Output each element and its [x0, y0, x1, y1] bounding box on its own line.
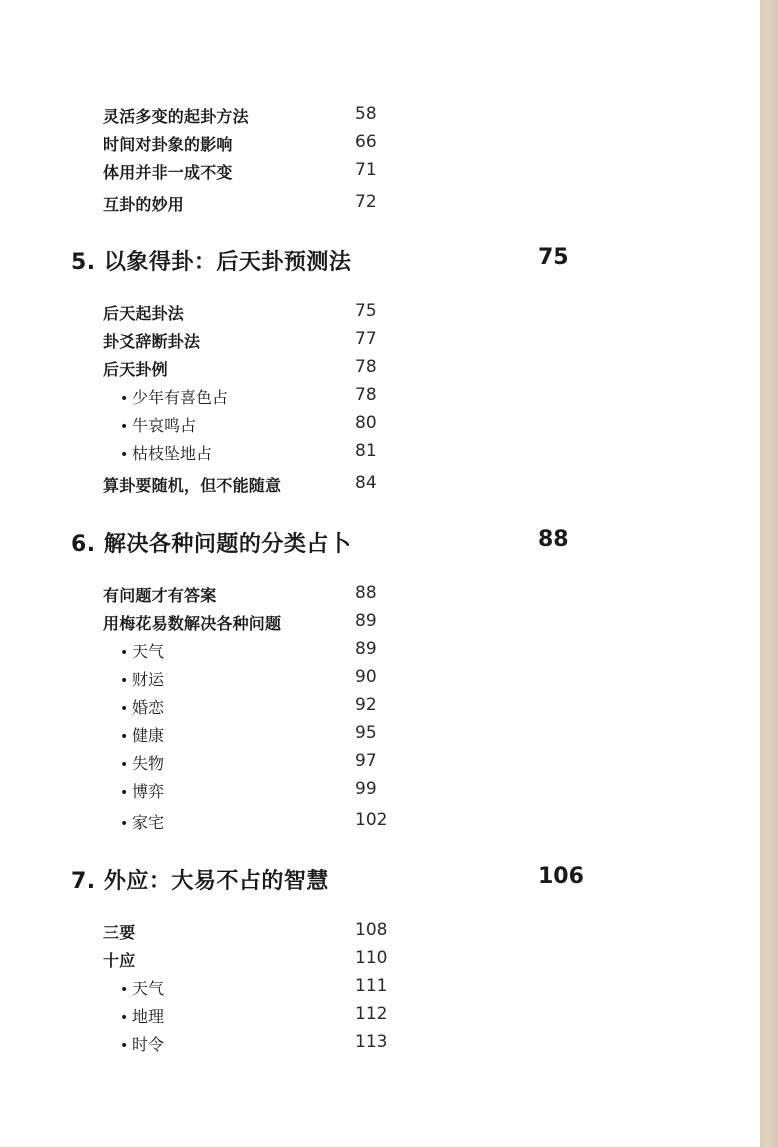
toc-entry-title: 算卦要随机，但不能随意: [103, 476, 282, 495]
toc-entry-title: 十应: [103, 951, 136, 970]
toc-entry-page: 78: [355, 357, 377, 377]
bullet-icon: •: [120, 816, 129, 832]
bullet-icon: •: [120, 419, 129, 435]
toc-entry-page: 71: [355, 160, 377, 180]
bullet-icon: •: [120, 673, 129, 689]
bullet-icon: •: [120, 1010, 129, 1026]
toc-entry-page: 89: [355, 611, 377, 631]
toc-subentry: [120, 751, 164, 774]
toc-subentry: [120, 976, 164, 999]
toc-subentry-title: 婚恋: [132, 698, 165, 717]
bullet-icon: •: [120, 785, 129, 801]
toc-entry-title: 有问题才有答案: [103, 586, 217, 605]
toc-entry-title: 互卦的妙用: [103, 195, 185, 214]
toc-subentry-title: 时令: [132, 1035, 165, 1054]
toc-subentry: [120, 385, 228, 408]
book-page-edge: [760, 0, 778, 1147]
toc-subentry-title: 天气: [132, 642, 165, 661]
toc-entry-title: 用梅花易数解决各种问题: [103, 614, 282, 633]
toc-entry-page: 75: [355, 301, 377, 321]
toc-subentry: [120, 779, 164, 802]
toc-entry-page: 110: [355, 948, 388, 968]
chapter-title: 5. 以象得卦：后天卦预测法: [71, 250, 352, 275]
toc-entry-page: 111: [355, 976, 388, 996]
toc-entry-page: 112: [355, 1004, 388, 1024]
toc-subentry-title: 枯枝坠地占: [132, 444, 213, 463]
toc-entry-title: 卦爻辞断卦法: [103, 332, 201, 351]
toc-entry-page: 102: [355, 810, 388, 830]
chapter-title: 7. 外应：大易不占的智慧: [71, 869, 329, 894]
chapter-page: 75: [538, 245, 569, 270]
toc-entry-page: 92: [355, 695, 377, 715]
bullet-icon: •: [120, 1038, 129, 1054]
toc-subentry: [120, 639, 164, 662]
toc-entry-title: 后天卦例: [103, 360, 168, 379]
toc-entry-page: 113: [355, 1032, 388, 1052]
toc-subentry: [120, 1032, 164, 1055]
toc-subentry: [120, 1004, 164, 1027]
toc-entry-title: 体用并非一成不变: [103, 163, 233, 182]
toc-subentry-title: 少年有喜色占: [132, 388, 229, 407]
toc-entry-page: 78: [355, 385, 377, 405]
toc-subentry-title: 天气: [132, 979, 165, 998]
bullet-icon: •: [120, 447, 129, 463]
toc-subentry: [120, 723, 164, 746]
toc-entry-page: 89: [355, 639, 377, 659]
toc-entry-page: 58: [355, 104, 377, 124]
toc-entry-page: 90: [355, 667, 377, 687]
toc-subentry: [120, 413, 196, 436]
bullet-icon: •: [120, 701, 129, 717]
toc-subentry-title: 财运: [132, 670, 165, 689]
toc-subentry-title: 地理: [132, 1007, 165, 1026]
toc-entry-title: 灵活多变的起卦方法: [103, 107, 249, 126]
toc-entry-title: 后天起卦法: [103, 304, 185, 323]
bullet-icon: •: [120, 982, 129, 998]
chapter-title: 6. 解决各种问题的分类占卜: [71, 532, 352, 557]
toc-entry-page: 95: [355, 723, 377, 743]
toc-entry-page: 80: [355, 413, 377, 433]
toc-entry-page: 108: [355, 920, 388, 940]
bullet-icon: •: [120, 391, 129, 407]
toc-entry-page: 97: [355, 751, 377, 771]
toc-subentry-title: 牛哀鸣占: [132, 416, 197, 435]
toc-subentry: [120, 695, 164, 718]
toc-entry-title: 三要: [103, 923, 136, 942]
toc-subentry-title: 博弈: [132, 782, 165, 801]
chapter-page: 106: [538, 864, 584, 889]
bullet-icon: •: [120, 645, 129, 661]
toc-subentry-title: 家宅: [132, 813, 165, 832]
toc-entry-page: 66: [355, 132, 377, 152]
toc-entry-page: 88: [355, 583, 377, 603]
toc-subentry: [120, 441, 212, 464]
toc-subentry-title: 失物: [132, 754, 165, 773]
toc-subentry: [120, 810, 164, 833]
chapter-page: 88: [538, 527, 569, 552]
toc-entry-page: 77: [355, 329, 377, 349]
bullet-icon: •: [120, 757, 129, 773]
bullet-icon: •: [120, 729, 129, 745]
toc-entry-page: 99: [355, 779, 377, 799]
toc-entry-page: 72: [355, 192, 377, 212]
toc-entry-page: 81: [355, 441, 377, 461]
toc-subentry: [120, 667, 164, 690]
toc-entry-title: 时间对卦象的影响: [103, 135, 233, 154]
toc-subentry-title: 健康: [132, 726, 165, 745]
toc-entry-page: 84: [355, 473, 377, 493]
